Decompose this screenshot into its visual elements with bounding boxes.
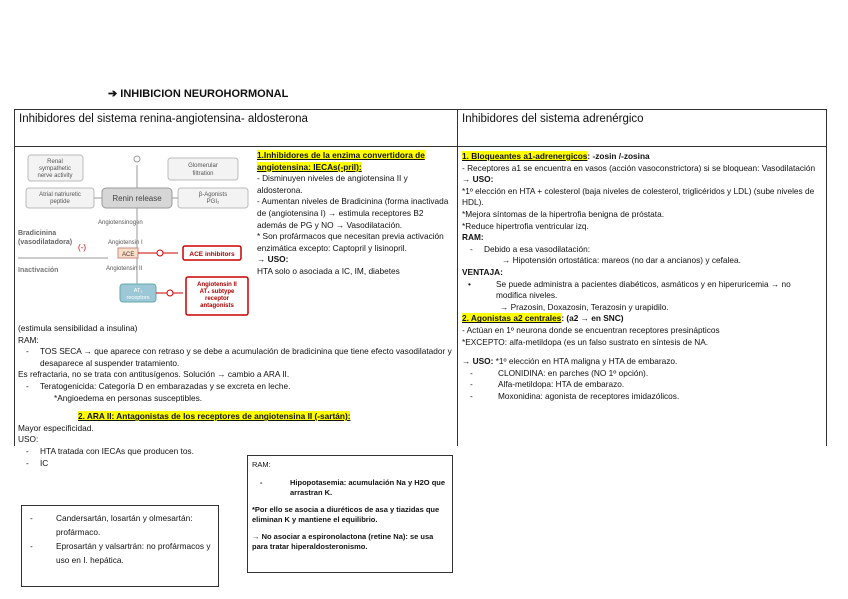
ara-uso-label: USO: [18, 434, 39, 445]
iecas-line-1: - Disminuyen niveles de angiotensina II y aldosterona. [257, 173, 408, 195]
iecas-uso-label: → USO: [257, 254, 289, 265]
ara-ii-title: 2. ARA II: Antagonistas de los receptores de angiotensina II (-sartán): [78, 411, 351, 422]
svg-text:Atrial natriureticpeptide: Atrial natriuretic peptide [39, 192, 81, 205]
iecas-section [257, 150, 453, 278]
ram-label: RAM: [18, 334, 39, 345]
bradicinina-label: Bradicinina [18, 230, 57, 237]
svg-text:β-AgonistsPGI₂: β-Agonists PGI₂ [198, 192, 228, 205]
iecas-uso-cont: (estimula sensibilidad a insulina) [18, 323, 138, 333]
svg-text:Renalsympatheticnerve activity: Renal sympathetic nerve activity [37, 159, 73, 179]
agonistas-drug-3: - Moxonidina: agonista de receptores imidazólicos. [462, 391, 822, 403]
bloqueantes-uso-1: *1º elección en HTA + colesterol (baja niveles de colesterol, triglicéridos y LDL) (sube niveles de HDL). [462, 185, 815, 208]
angiotensinogen-label: Angiotensinogen [98, 220, 143, 226]
iecas-line-2: - Aumentan niveles de Bradicinina (forma inactivada de (angiotensina I) → estimula receptores B2 además de PG y NO → Vasodilatación. [257, 196, 449, 230]
svg-text:Bradicinina(vasodilatadora): Bradicinina (vasodilatadora) [18, 230, 73, 246]
ara-uso-item-2: - IC [18, 458, 454, 470]
ventaja-label: VENTAJA: [462, 266, 503, 277]
agonistas-line-1: - Actúan en 1º neurona donde se encuentran receptores presinápticos [462, 324, 720, 335]
left-header-cell [14, 109, 458, 147]
iecas-title: 1.Inhibidores de la enzima convertidora de angiotensina: IECAs(-pril): [257, 150, 425, 172]
iecas-uso: HTA solo o asociada a IC, IM, diabetes [257, 265, 400, 276]
right-header-cell [457, 109, 827, 147]
ara-ram-label: RAM: [252, 460, 271, 469]
agonistas-suffix: : (a2 → en SNC) [561, 313, 624, 324]
renal-nerve-label: Renal [47, 159, 63, 165]
ara-ram-note-1: *Por ello se asocia a diuréticos de asa y tiazidas que eliminan K y mantiene el equilibrio. [252, 504, 440, 524]
minus-label: (-) [78, 243, 86, 252]
bloqueantes-uso-2: *Mejora síntomas de la hipertrofia benigna de próstata. [462, 208, 665, 219]
agonistas-drug-1: - CLONIDINA: en parches (NO 1º opción). [462, 368, 822, 380]
ara-ram-item-1: - Hipopotasemia: acumulación Na y H2O que arrastran K. [252, 478, 448, 499]
renin-angiotensin-diagram [18, 150, 256, 322]
angiotensin-ii-label: Angiotensin II [106, 266, 143, 272]
ara-ram-note-2: → No asociar a espironolactona (retine Na): se usa para tratar hiperaldosteronismo. [252, 531, 434, 551]
bloqueantes-suffix: : -zosin /-zosina [587, 151, 650, 161]
page-title: ➔ INHIBICION NEUROHORMONAL [108, 88, 289, 100]
bloqueantes-uso-label: → USO: [462, 174, 494, 185]
angiotensin-i-label: Angiotensin I [108, 240, 143, 246]
ace-label: ACE [122, 252, 135, 258]
right-header: Inhibidores del sistema adrenérgico [462, 113, 644, 125]
teratogenicida-item: - Teratogenicida: Categoría D en embarazadas y se excreta en leche. [18, 381, 454, 393]
left-header: Inhibidores del sistema renina-angiotensina- aldosterona [19, 113, 308, 125]
agonistas-uso-label: → USO: [462, 356, 494, 367]
bloqueantes-title: 1. Bloqueantes a1-adrenergicos [462, 151, 588, 161]
bloqueantes-uso-3: *Reduce hipertrofia ventricular izq. [462, 220, 589, 231]
agonistas-drug-2: - Alfa-metildopa: HTA de embarazo. [462, 379, 822, 391]
ara-ram-box [247, 455, 453, 573]
agonistas-title: 2. Agonistas a2 centrales [462, 313, 562, 324]
iecas-line-3: * Son profármacos que necesitan previa activación enzimática excepto: Captopril y lisinopril. [257, 231, 444, 253]
ram-item-tos: - TOS SECA → que aparece con retraso y se debe a acumulación de bradicinina que tiene efecto vasodilatador y desaparece al suspender tratamiento. [18, 346, 454, 369]
ara-uso-item-1: - HTA tratada con IECAs que producen tos. [18, 446, 255, 458]
bloqueantes-ram-label: RAM: [462, 232, 484, 243]
sartanes-item-1: - Candersartán, losartán y olmesartán: profármaco. [22, 511, 214, 539]
ventaja-item-2: → Prazosin, Doxazosin, Terazosin y urapidilo. [500, 301, 669, 312]
ventaja-item-1: • Se puede administra a pacientes diabéticos, asmáticos y en hiperuricemia → no modifica niveles. [462, 279, 822, 302]
bloqueantes-line-1: - Receptores a1 se encuentra en vasos (acción vasoconstrictora) si se bloquean: Vasodilatación [462, 162, 816, 173]
svg-text:Angiotensin IIAT₁ subtyperecep: Angiotensin II AT₁ subtype receptor antagonists [197, 282, 237, 309]
refractaria-text: Es refractaria, no se trata con antitusígenos. Solución → cambio a ARA II. [18, 369, 290, 380]
sartanes-box [21, 505, 219, 587]
svg-text:AT₁receptors: AT₁ receptors [126, 288, 150, 301]
bloqueantes-ram-1: - Debido a esa vasodilatación: [462, 244, 822, 256]
ace-inhibitors-label: ACE inhibitors [189, 251, 235, 258]
agonistas-uso: *1º elección en HTA maligna y HTA de embarazo. [493, 356, 678, 367]
right-column [462, 151, 822, 402]
agonistas-line-2: *EXCEPTO: alfa-metildopa (es un falso sustrato en síntesis de NA. [462, 336, 709, 347]
renin-release-label: Renin release [112, 194, 162, 203]
sartanes-item-2: - Eprosartán y valsartrán: no profármacos y uso en I. hepática. [22, 539, 214, 567]
bloqueantes-ram-2: → Hipotensión ortostática: mareos (no dar a ancianos) y cefalea. [502, 255, 741, 266]
inactivacion-label: Inactivación [18, 267, 59, 274]
iecas-continued [18, 323, 454, 469]
svg-text:Glomerularfiltration: Glomerular filtration [188, 163, 218, 177]
angioedema-text: *Angioedema en personas susceptibles. [54, 392, 203, 403]
mayor-especificidad: Mayor especificidad. [18, 422, 94, 433]
